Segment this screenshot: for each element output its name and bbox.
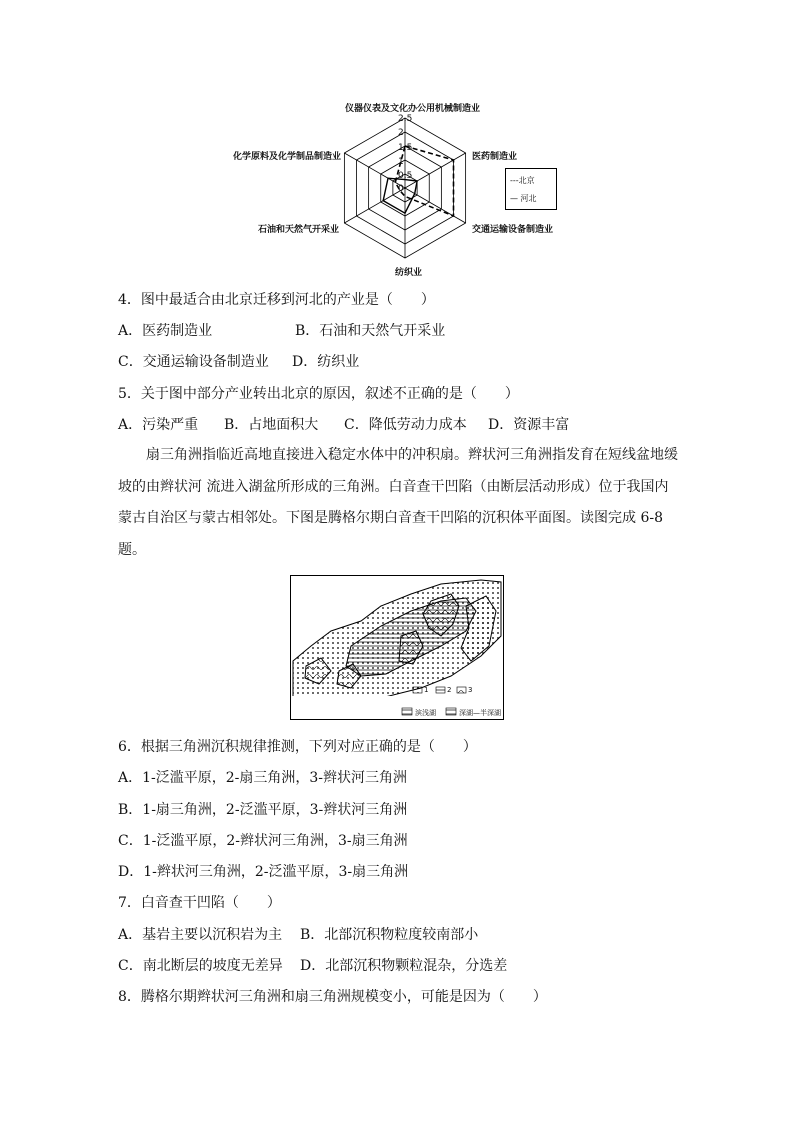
map-legend-shallow-lake: 滨浅湖 — [415, 709, 436, 717]
q5-stem: 5．关于图中部分产业转出北京的原因，叙述不正确的是（ ） — [118, 386, 519, 402]
axis-label-chemical: 化学原料及化学制品制造业 — [233, 152, 342, 162]
axis-label-textile: 纺织业 — [395, 268, 423, 278]
tick-label: 2 — [398, 128, 404, 138]
legend-hebei: — 河北 — [510, 194, 537, 203]
q4-option-d: D．纺织业 — [292, 354, 360, 370]
passage — [118, 440, 678, 566]
axis-label-instruments: 仪器仪表及文化办公用机械制造业 — [345, 104, 481, 114]
q6-option-a: A．1-泛滥平原，2-扇三角洲，3-辫状河三角洲 — [118, 770, 408, 786]
axis-label-pharma: 医药制造业 — [472, 152, 518, 162]
radar-legend — [505, 168, 557, 210]
axis-label-transport: 交通运输设备制造业 — [472, 225, 554, 235]
tick-label: 2.5 — [398, 114, 413, 124]
series-beijing-line — [395, 146, 453, 216]
radar-spoke — [405, 153, 466, 188]
dashed-line-icon: --- — [510, 176, 519, 185]
map-legend-1: 1 — [424, 686, 429, 694]
axis-label-oil-gas: 石油和天然气开采业 — [258, 225, 340, 235]
legend-beijing: ---北京 — [510, 176, 535, 185]
tick-label: 1.5 — [398, 143, 413, 153]
q7-option-d: D．北部沉积物颗粒混杂，分选差 — [300, 958, 508, 974]
sediment-map-drawing — [291, 576, 503, 719]
q6-stem: 6．根据三角洲沉积规律推测，下列对应正确的是（ ） — [118, 739, 477, 755]
q5-option-d: D．资源丰富 — [488, 417, 570, 433]
map-legend-deep-lake: 深湖—半深湖 — [459, 709, 501, 717]
radar-svg — [330, 110, 480, 270]
q7-option-b: B．北部沉积物粒度较南部小 — [300, 927, 479, 943]
q5-option-b: B．占地面积大 — [224, 417, 319, 433]
q4-option-b: B．石油和天然气开采业 — [295, 323, 446, 339]
q4-option-c: C．交通运输设备制造业 — [118, 354, 269, 370]
q4-option-a: A．医药制造业 — [118, 323, 213, 339]
passage-text: 扇三角洲指临近高地直接进入稳定水体中的冲积扇。辫状河三角洲指发育在短线盆地缓坡的由辫状河 流进入湖盆所形成的三角洲。白音查干凹陷（由断层活动形成）位于我国内蒙古自治区与蒙古相邻处。下图是腾格尔期白音查干凹陷的沉积体平面图。读图完成 6-8 题。 — [118, 447, 678, 558]
radar-spoke — [344, 188, 405, 223]
q5-option-c: C．降低劳动力成本 — [344, 417, 467, 433]
q5-option-a: A．污染严重 — [118, 417, 199, 433]
q6-option-d: D．1-辫状河三角洲，2-泛滥平原，3-扇三角洲 — [118, 864, 409, 880]
sediment-map — [290, 575, 504, 720]
tick-label: 1 — [398, 157, 404, 167]
tick-label: 0 — [398, 184, 404, 194]
solid-line-icon: — — [510, 194, 521, 203]
q8-stem: 8．腾格尔期辫状河三角洲和扇三角洲规模变小，可能是因为（ ） — [118, 989, 547, 1005]
radar-grid — [344, 118, 465, 258]
q6-option-c: C．1-泛滥平原，2-辫状河三角洲，3-扇三角洲 — [118, 833, 408, 849]
tick-label: 0.5 — [398, 171, 413, 181]
map-legend-3: 3 — [468, 686, 473, 694]
q4-stem: 4．图中最适合由北京迁移到河北的产业是（ ） — [118, 292, 435, 308]
q6-option-b: B．1-扇三角洲，2-泛滥平原，3-辫状河三角洲 — [118, 802, 408, 818]
q7-stem: 7．白音查干凹陷（ ） — [118, 895, 281, 911]
map-legend-2: 2 — [447, 686, 452, 694]
q7-option-a: A．基岩主要以沉积岩为主 — [118, 927, 283, 943]
radar-spoke — [344, 153, 405, 188]
q7-option-c: C．南北断层的坡度无差异 — [118, 958, 283, 974]
radar-series — [383, 146, 453, 216]
